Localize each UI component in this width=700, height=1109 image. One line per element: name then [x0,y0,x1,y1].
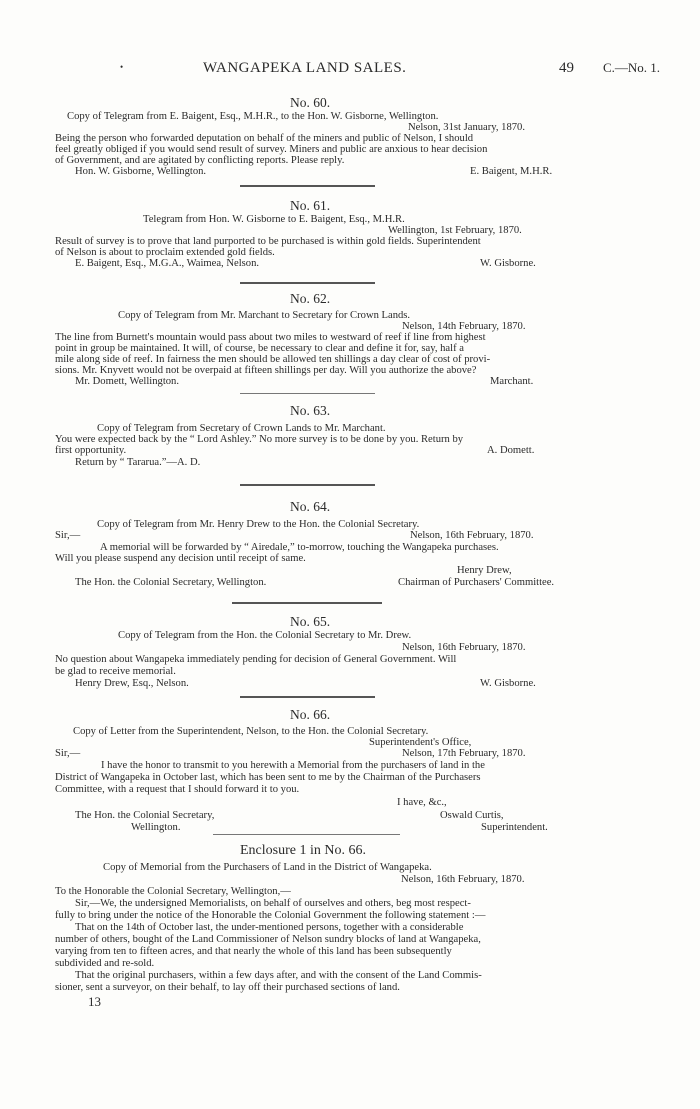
section-line: Sir,— [55,748,81,759]
section-divider [240,696,375,698]
section-line: Superintendent's Office, [369,737,472,748]
section-line: Nelson, 31st January, 1870. [408,122,526,133]
enclosure-line: Copy of Memorial from the Purchasers of Land in the District of Wangapeka. [103,862,432,873]
section-divider [240,185,375,187]
header-mark: • [120,62,124,72]
section-line: Nelson, 16th February, 1870. [402,642,526,653]
section-line: Return by “ Tararua.”—A. D. [75,457,201,468]
section-line: A memorial will be forwarded by “ Airedale,” to-morrow, touching the Wangapeka purchases. [100,542,499,553]
section-line: E. Baigent, M.H.R. [470,166,553,177]
section-line: Henry Drew, Esq., Nelson. [75,678,189,689]
section-line: E. Baigent, Esq., M.G.A., Waimea, Nelson. [75,258,260,269]
section-line: Telegram from Hon. W. Gisborne to E. Baigent, Esq., M.H.R. [143,214,405,225]
section-divider [213,834,400,835]
section-line: feel greatly obliged if you would send result of survey. Miners and public are anxious to hear decision [55,144,488,155]
enclosure-line: That on the 14th of October last, the under-mentioned persons, together with a considerable [75,922,464,933]
section-line: Wellington. [131,822,181,833]
signature-mark: 13 [88,994,101,1009]
section-heading: No. 62. [290,291,331,306]
section-line: You were expected back by the “ Lord Ashley.” No more survey is to be done by you. Return by [55,434,464,445]
enclosure-line: subdivided and re-sold. [55,958,155,969]
section-line: I have the honor to transmit to you herewith a Memorial from the purchasers of land in the [101,760,485,771]
section-line: Copy of Telegram from Mr. Marchant to Secretary for Crown Lands. [118,310,411,321]
section-line: Result of survey is to prove that land purported to be purchased is within gold fields. Superintendent [55,236,481,247]
section-divider [240,393,375,394]
enclosure-line: fully to bring under the notice of the Honorable the Colonial Government the following statement :— [55,910,486,921]
section-line: Copy of Telegram from the Hon. the Colonial Secretary to Mr. Drew. [118,630,412,641]
enclosure-line: varying from ten to fifteen acres, and that nearly the whole of this land has been subsequently [55,946,452,957]
section-line: Wellington, 1st February, 1870. [388,225,522,236]
section-line: The Hon. the Colonial Secretary, [75,810,215,821]
enclosure-line: sioner, sent a surveyor, on their behalf, to lay off their purchased sections of land. [55,982,400,993]
section-line: Nelson, 14th February, 1870. [402,321,526,332]
section-line: mile along side of reef. In fairness the men should be allowed ten shillings a day clear of cost of provi- [55,354,491,365]
section-heading: No. 65. [290,614,331,629]
section-line: Chairman of Purchasers' Committee. [398,577,555,588]
section-heading: No. 63. [290,403,331,418]
enclosure-line: number of others, bought of the Land Commissioner of Nelson sundry blocks of land at Wangapeka, [55,934,481,945]
enclosure-line: Nelson, 16th February, 1870. [401,874,525,885]
section-line: Marchant. [490,376,534,387]
section-divider [240,484,375,486]
section-heading: No. 66. [290,707,331,722]
section-line: Copy of Telegram from Mr. Henry Drew to the Hon. the Colonial Secretary. [97,519,420,530]
page-title: WANGAPEKA LAND SALES. [203,60,407,76]
section-line: Committee, with a request that I should forward it to you. [55,784,300,795]
section-line: Copy of Telegram from E. Baigent, Esq., M.H.R., to the Hon. W. Gisborne, Wellington. [67,111,439,122]
enclosure-line: Sir,—We, the undersigned Memorialists, on behalf of ourselves and others, beg most respect- [75,898,471,909]
enclosure-line: To the Honorable the Colonial Secretary, Wellington,— [55,886,291,897]
section-line: Oswald Curtis, [440,810,504,821]
section-line: Being the person who forwarded deputation on behalf of the miners and public of Nelson, I should [55,133,474,144]
section-heading: No. 60. [290,95,331,110]
section-line: A. Domett. [487,445,535,456]
section-line: Copy of Telegram from Secretary of Crown Lands to Mr. Marchant. [97,423,386,434]
section-line: Sir,— [55,530,81,541]
section-line: Will you please suspend any decision until receipt of same. [55,553,306,564]
page-number: 49 [559,60,574,76]
section-line: first opportunity. [55,445,127,456]
section-line: Superintendent. [481,822,548,833]
section-line: Nelson, 16th February, 1870. [410,530,534,541]
section-line: Mr. Domett, Wellington. [75,376,180,387]
section-line: Nelson, 17th February, 1870. [402,748,526,759]
section-line: The Hon. the Colonial Secretary, Wellington. [75,577,267,588]
section-divider [232,602,382,604]
section-line: I have, &c., [397,797,447,808]
section-line: of Nelson is about to proclaim extended gold fields. [55,247,275,258]
section-heading: No. 61. [290,198,331,213]
section-line: W. Gisborne. [480,258,536,269]
section-line: Hon. W. Gisborne, Wellington. [75,166,207,177]
section-line: point in group be maintained. It will, of course, be necessary to clear and define it for, say, half a [55,343,464,354]
section-line: District of Wangapeka in October last, which has been sent to me by the Chairman of the Purchasers [55,772,481,783]
section-line: Copy of Letter from the Superintendent, Nelson, to the Hon. the Colonial Secretary. [73,726,429,737]
enclosure-heading: Enclosure 1 in No. 66. [240,843,366,858]
section-divider [240,282,375,284]
enclosure-line: That the original purchasers, within a few days after, and with the consent of the Land Commis- [75,970,482,981]
section-line: be glad to receive memorial. [55,666,176,677]
section-heading: No. 64. [290,499,331,514]
section-line: Henry Drew, [457,565,512,576]
section-line: sions. Mr. Knyvett would not be overpaid at fifteen shillings per day. Will you authorize the above? [55,365,477,376]
section-line: The line from Burnett's mountain would pass about two miles to westward of reef if line from highest [55,332,486,343]
paper-reference: C.—No. 1. [603,60,661,75]
section-line: of Government, and are agitated by conflicting reports. Please reply. [55,155,345,166]
section-line: W. Gisborne. [480,678,536,689]
section-line: No question about Wangapeka immediately pending for decision of General Government. Will [55,654,457,665]
